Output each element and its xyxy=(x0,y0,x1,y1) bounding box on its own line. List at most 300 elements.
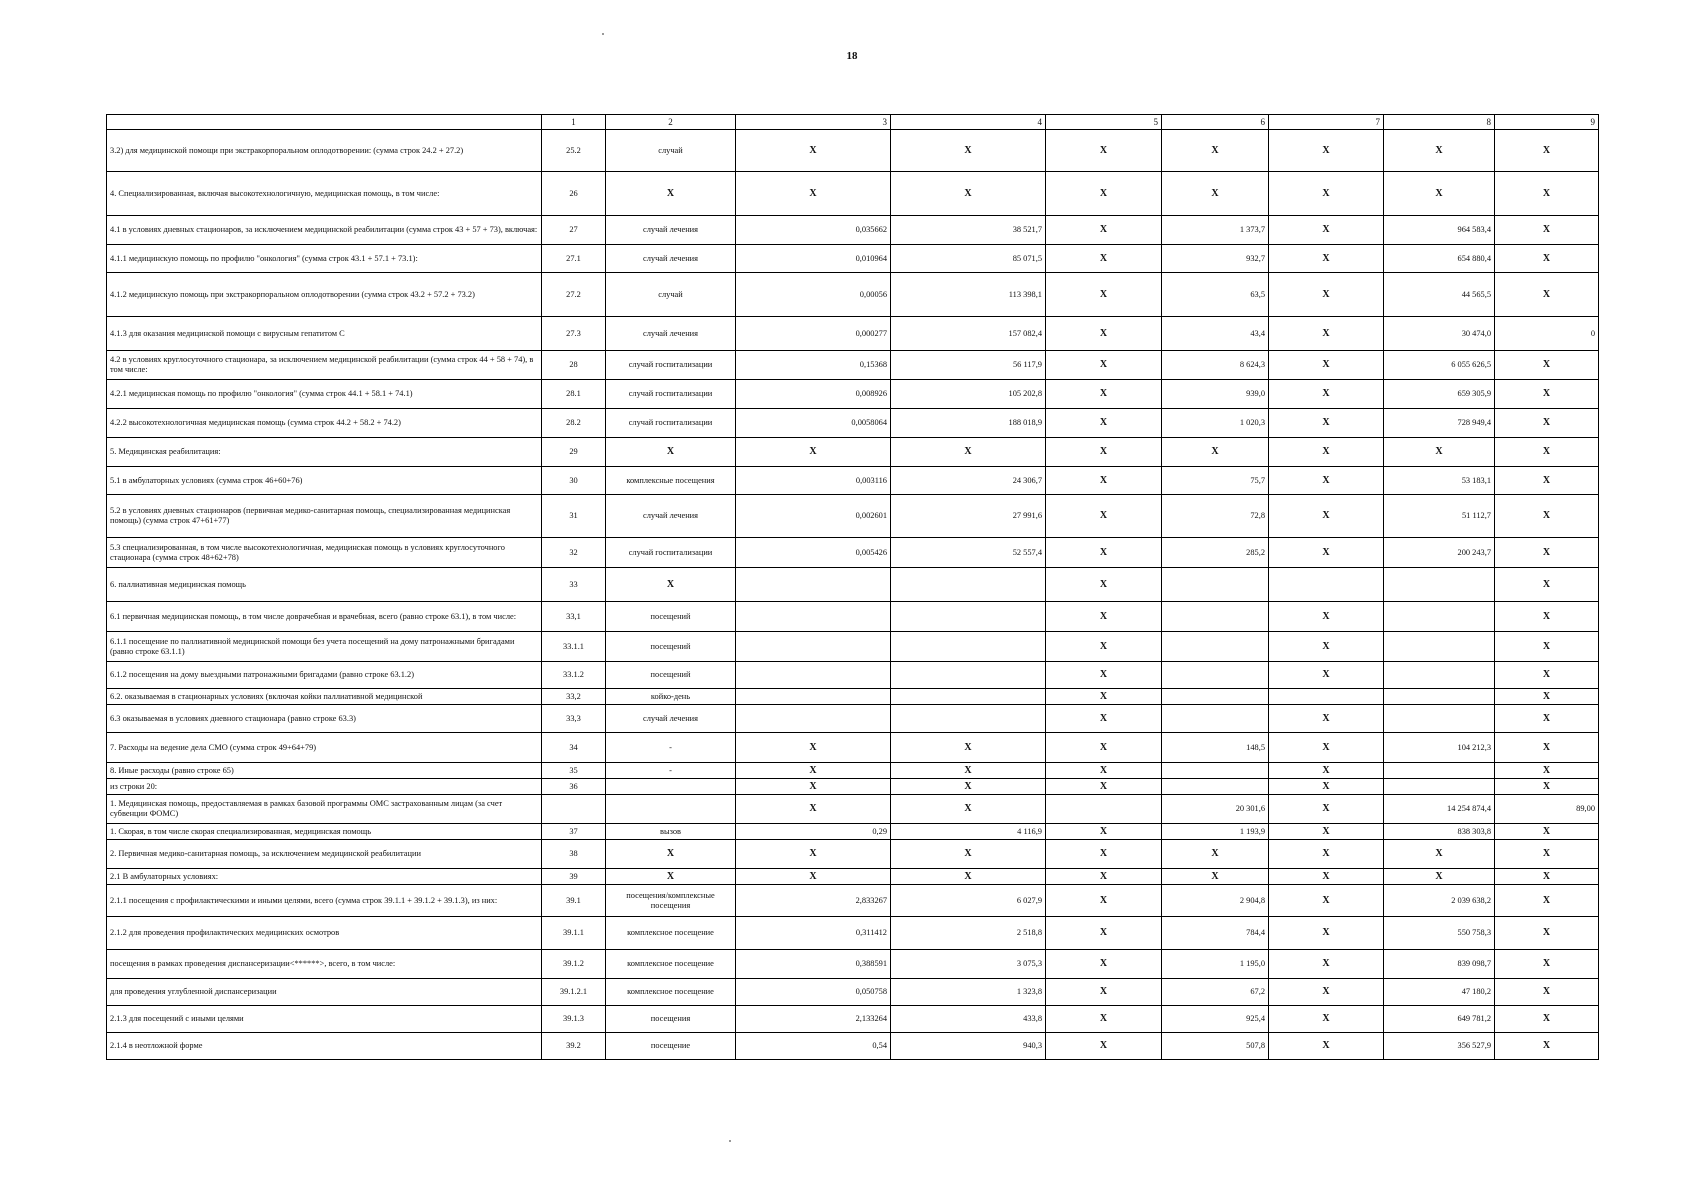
row-code-cell: 28.2 xyxy=(542,409,606,438)
col-7-cell xyxy=(1269,568,1384,602)
row-code-cell: 29 xyxy=(542,438,606,467)
row-code-cell: 39.1.2.1 xyxy=(542,979,606,1006)
row-code-cell: 26 xyxy=(542,172,606,216)
col-4-cell: 2 518,8 xyxy=(891,917,1046,950)
table-row xyxy=(107,602,1599,632)
col-3-cell xyxy=(736,662,891,689)
col-3-cell: 0,010964 xyxy=(736,245,891,273)
col-7-cell: X xyxy=(1269,662,1384,689)
row-code-cell: 27.2 xyxy=(542,273,606,317)
col-6-cell xyxy=(1162,662,1269,689)
row-name-cell: из строки 20: xyxy=(107,779,542,795)
col-5-cell: X xyxy=(1046,130,1162,172)
col-5-cell: X xyxy=(1046,1006,1162,1033)
row-name-cell: 1. Скорая, в том числе скорая специализированная, медицинская помощь xyxy=(107,824,542,840)
col-5-cell: X xyxy=(1046,568,1162,602)
col-9-cell: X xyxy=(1495,216,1599,245)
col-4-cell: X xyxy=(891,763,1046,779)
col-8-cell: 30 474,0 xyxy=(1384,317,1495,351)
col-6-cell: X xyxy=(1162,840,1269,869)
col-9-cell: X xyxy=(1495,602,1599,632)
col-7-cell: X xyxy=(1269,917,1384,950)
table-row xyxy=(107,632,1599,662)
col-8-cell xyxy=(1384,779,1495,795)
col-3-cell: 0,002601 xyxy=(736,495,891,538)
col-6-cell: X xyxy=(1162,438,1269,467)
col-8-cell: 53 183,1 xyxy=(1384,467,1495,495)
col-8-cell: 14 254 874,4 xyxy=(1384,795,1495,824)
col-9-cell: X xyxy=(1495,917,1599,950)
col-3-cell: X xyxy=(736,733,891,763)
table-row xyxy=(107,495,1599,538)
col-5-cell: X xyxy=(1046,317,1162,351)
col-8-cell: 47 180,2 xyxy=(1384,979,1495,1006)
row-name-cell: 4.1.2 медицинскую помощь при экстракорпоральном оплодотворении (сумма строк 43.2 + 57.2 + 73.2) xyxy=(107,273,542,317)
column-header: 8 xyxy=(1384,115,1495,130)
col-3-cell: X xyxy=(736,795,891,824)
col-4-cell: X xyxy=(891,869,1046,885)
col-5-cell: X xyxy=(1046,409,1162,438)
row-code-cell: 39.1.2 xyxy=(542,950,606,979)
col-5-cell: X xyxy=(1046,1033,1162,1060)
row-name-cell: 7. Расходы на ведение дела СМО (сумма строк 49+64+79) xyxy=(107,733,542,763)
col-3-cell: 0,000277 xyxy=(736,317,891,351)
col-8-cell: X xyxy=(1384,172,1495,216)
col-5-cell: X xyxy=(1046,824,1162,840)
col-6-cell: 1 193,9 xyxy=(1162,824,1269,840)
unit-cell: комплексное посещение xyxy=(606,917,736,950)
col-7-cell: X xyxy=(1269,950,1384,979)
col-9-cell: X xyxy=(1495,172,1599,216)
col-4-cell: X xyxy=(891,779,1046,795)
col-9-cell: X xyxy=(1495,705,1599,733)
unit-cell: вызов xyxy=(606,824,736,840)
row-name-cell: 5.2 в условиях дневных стационаров (первичная медико-санитарная помощь, специализированная медицинская помощь) (сумма строк 47+61+77) xyxy=(107,495,542,538)
col-4-cell: 4 116,9 xyxy=(891,824,1046,840)
col-6-cell: 8 624,3 xyxy=(1162,351,1269,380)
unit-cell: случай госпитализации xyxy=(606,409,736,438)
col-8-cell: 659 305,9 xyxy=(1384,380,1495,409)
col-7-cell: X xyxy=(1269,733,1384,763)
col-3-cell: 0,0058064 xyxy=(736,409,891,438)
table-row xyxy=(107,705,1599,733)
col-6-cell: 75,7 xyxy=(1162,467,1269,495)
col-9-cell: X xyxy=(1495,840,1599,869)
row-name-cell: 2. Первичная медико-санитарная помощь, за исключением медицинской реабилитации xyxy=(107,840,542,869)
row-code-cell: 39.2 xyxy=(542,1033,606,1060)
col-3-cell: 0,388591 xyxy=(736,950,891,979)
unit-cell: случай госпитализации xyxy=(606,538,736,568)
col-4-cell: 3 075,3 xyxy=(891,950,1046,979)
col-9-cell: X xyxy=(1495,568,1599,602)
col-7-cell: X xyxy=(1269,409,1384,438)
row-code-cell: 25.2 xyxy=(542,130,606,172)
col-8-cell: 550 758,3 xyxy=(1384,917,1495,950)
row-code-cell: 27.1 xyxy=(542,245,606,273)
col-6-cell xyxy=(1162,632,1269,662)
table-row xyxy=(107,733,1599,763)
col-5-cell: X xyxy=(1046,602,1162,632)
col-3-cell: 0,008926 xyxy=(736,380,891,409)
row-code-cell: 37 xyxy=(542,824,606,840)
col-6-cell xyxy=(1162,602,1269,632)
col-4-cell: 157 082,4 xyxy=(891,317,1046,351)
col-5-cell: X xyxy=(1046,779,1162,795)
col-7-cell: X xyxy=(1269,602,1384,632)
row-name-cell: 6.3 оказываемая в условиях дневного стационара (равно строке 63.3) xyxy=(107,705,542,733)
row-code-cell: 27 xyxy=(542,216,606,245)
col-8-cell: 649 781,2 xyxy=(1384,1006,1495,1033)
unit-cell: случай xyxy=(606,273,736,317)
unit-cell: случай лечения xyxy=(606,216,736,245)
col-7-cell: X xyxy=(1269,840,1384,869)
unit-cell: X xyxy=(606,840,736,869)
col-6-cell: 2 904,8 xyxy=(1162,885,1269,917)
col-9-cell: X xyxy=(1495,689,1599,705)
col-8-cell xyxy=(1384,763,1495,779)
unit-cell: посещений xyxy=(606,662,736,689)
unit-cell: койко-день xyxy=(606,689,736,705)
row-name-cell: 6.1 первичная медицинская помощь, в том числе доврачебная и врачебная, всего (равно строке 63.1), в том числе: xyxy=(107,602,542,632)
row-name-cell: 8. Иные расходы (равно строке 65) xyxy=(107,763,542,779)
table-row xyxy=(107,689,1599,705)
table-row xyxy=(107,409,1599,438)
column-header: 7 xyxy=(1269,115,1384,130)
col-7-cell: X xyxy=(1269,172,1384,216)
col-9-cell: X xyxy=(1495,1033,1599,1060)
column-header: 9 xyxy=(1495,115,1599,130)
col-6-cell: 285,2 xyxy=(1162,538,1269,568)
column-header: 4 xyxy=(891,115,1046,130)
col-4-cell xyxy=(891,568,1046,602)
row-code-cell: 36 xyxy=(542,779,606,795)
col-5-cell: X xyxy=(1046,467,1162,495)
table-row xyxy=(107,869,1599,885)
col-4-cell: 38 521,7 xyxy=(891,216,1046,245)
row-name-cell: 6. паллиативная медицинская помощь xyxy=(107,568,542,602)
table-row xyxy=(107,273,1599,317)
col-8-cell: 104 212,3 xyxy=(1384,733,1495,763)
col-3-cell: 0,15368 xyxy=(736,351,891,380)
col-8-cell: 356 527,9 xyxy=(1384,1033,1495,1060)
row-code-cell: 33,2 xyxy=(542,689,606,705)
table-row xyxy=(107,840,1599,869)
unit-cell: посещения/комплексные посещения xyxy=(606,885,736,917)
col-6-cell: X xyxy=(1162,869,1269,885)
col-7-cell: X xyxy=(1269,1033,1384,1060)
unit-cell: случай лечения xyxy=(606,495,736,538)
col-7-cell: X xyxy=(1269,216,1384,245)
scan-speck xyxy=(729,1140,731,1142)
column-header: 1 xyxy=(542,115,606,130)
row-name-cell: 4.2 в условиях круглосуточного стационара, за исключением медицинской реабилитации (сумма строк 44 + 58 + 74), в том числе: xyxy=(107,351,542,380)
col-4-cell: 188 018,9 xyxy=(891,409,1046,438)
column-header: 2 xyxy=(606,115,736,130)
col-7-cell: X xyxy=(1269,351,1384,380)
table-row xyxy=(107,824,1599,840)
col-6-cell: 939,0 xyxy=(1162,380,1269,409)
row-name-cell: 2.1.2 для проведения профилактических медицинских осмотров xyxy=(107,917,542,950)
col-4-cell: 56 117,9 xyxy=(891,351,1046,380)
col-7-cell: X xyxy=(1269,317,1384,351)
col-4-cell: 24 306,7 xyxy=(891,467,1046,495)
column-header: 6 xyxy=(1162,115,1269,130)
table-row xyxy=(107,380,1599,409)
row-name-cell: 5.3 специализированная, в том числе высокотехнологичная, медицинская помощь в условиях круглосуточного стационара (сумма строк 48+62+78) xyxy=(107,538,542,568)
row-name-cell: 2.1.1 посещения с профилактическими и иными целями, всего (сумма строк 39.1.1 + 39.1.2 + 39.1.3), из них: xyxy=(107,885,542,917)
col-7-cell xyxy=(1269,689,1384,705)
table-row xyxy=(107,763,1599,779)
table-row xyxy=(107,317,1599,351)
col-4-cell: 27 991,6 xyxy=(891,495,1046,538)
col-5-cell: X xyxy=(1046,438,1162,467)
col-4-cell: 52 557,4 xyxy=(891,538,1046,568)
col-5-cell: X xyxy=(1046,632,1162,662)
row-code-cell: 30 xyxy=(542,467,606,495)
col-7-cell: X xyxy=(1269,795,1384,824)
col-3-cell xyxy=(736,568,891,602)
unit-cell xyxy=(606,795,736,824)
col-9-cell: X xyxy=(1495,779,1599,795)
unit-cell: - xyxy=(606,733,736,763)
col-9-cell: X xyxy=(1495,467,1599,495)
col-7-cell: X xyxy=(1269,438,1384,467)
col-6-cell: 925,4 xyxy=(1162,1006,1269,1033)
table-row xyxy=(107,779,1599,795)
table-row xyxy=(107,795,1599,824)
col-7-cell: X xyxy=(1269,1006,1384,1033)
col-8-cell xyxy=(1384,689,1495,705)
row-name-cell: 3.2) для медицинской помощи при экстракорпоральном оплодотворении: (сумма строк 24.2 + 27.2) xyxy=(107,130,542,172)
table-row xyxy=(107,216,1599,245)
col-3-cell xyxy=(736,689,891,705)
col-9-cell: X xyxy=(1495,869,1599,885)
col-6-cell: 72,8 xyxy=(1162,495,1269,538)
table-row xyxy=(107,885,1599,917)
col-8-cell xyxy=(1384,602,1495,632)
table-row xyxy=(107,245,1599,273)
unit-cell: посещений xyxy=(606,632,736,662)
row-name-cell: 6.1.1 посещение по паллиативной медицинской помощи без учета посещений на дому патронажными бригадами (равно строке 63.1.1) xyxy=(107,632,542,662)
col-3-cell: 0,003116 xyxy=(736,467,891,495)
col-3-cell: 2,133264 xyxy=(736,1006,891,1033)
col-6-cell: 1 195,0 xyxy=(1162,950,1269,979)
unit-cell xyxy=(606,779,736,795)
col-9-cell: X xyxy=(1495,824,1599,840)
row-name-cell: 4. Специализированная, включая высокотехнологичную, медицинская помощь, в том числе: xyxy=(107,172,542,216)
row-name-cell: 4.1 в условиях дневных стационаров, за исключением медицинской реабилитации (сумма строк 43 + 57 + 73), включая: xyxy=(107,216,542,245)
row-name-cell: 6.1.2 посещения на дому выездными патронажными бригадами (равно строке 63.1.2) xyxy=(107,662,542,689)
row-code-cell: 33.1.1 xyxy=(542,632,606,662)
col-5-cell: X xyxy=(1046,538,1162,568)
col-5-cell: X xyxy=(1046,917,1162,950)
row-name-cell: 2.1.3 для посещений с иными целями xyxy=(107,1006,542,1033)
row-code-cell: 39 xyxy=(542,869,606,885)
col-4-cell: 105 202,8 xyxy=(891,380,1046,409)
unit-cell: X xyxy=(606,438,736,467)
col-7-cell: X xyxy=(1269,824,1384,840)
unit-cell: посещение xyxy=(606,1033,736,1060)
unit-cell: X xyxy=(606,568,736,602)
col-8-cell: X xyxy=(1384,130,1495,172)
row-code-cell: 31 xyxy=(542,495,606,538)
col-4-cell: X xyxy=(891,795,1046,824)
row-name-cell: 5. Медицинская реабилитация: xyxy=(107,438,542,467)
col-4-cell: 113 398,1 xyxy=(891,273,1046,317)
col-5-cell: X xyxy=(1046,172,1162,216)
col-7-cell: X xyxy=(1269,495,1384,538)
col-3-cell: X xyxy=(736,779,891,795)
col-6-cell: 1 020,3 xyxy=(1162,409,1269,438)
col-8-cell: 2 039 638,2 xyxy=(1384,885,1495,917)
column-header: 5 xyxy=(1046,115,1162,130)
col-3-cell: X xyxy=(736,763,891,779)
col-7-cell: X xyxy=(1269,779,1384,795)
col-7-cell: X xyxy=(1269,380,1384,409)
col-8-cell: X xyxy=(1384,869,1495,885)
col-8-cell: 200 243,7 xyxy=(1384,538,1495,568)
table-row xyxy=(107,1033,1599,1060)
col-5-cell: X xyxy=(1046,245,1162,273)
col-3-cell: X xyxy=(736,869,891,885)
unit-cell: случай xyxy=(606,130,736,172)
col-4-cell: 940,3 xyxy=(891,1033,1046,1060)
row-name-cell: 4.2.1 медицинская помощь по профилю "онкология" (сумма строк 44.1 + 58.1 + 74.1) xyxy=(107,380,542,409)
col-6-cell xyxy=(1162,779,1269,795)
col-6-cell: 20 301,6 xyxy=(1162,795,1269,824)
unit-cell: случай лечения xyxy=(606,705,736,733)
col-5-cell: X xyxy=(1046,351,1162,380)
col-9-cell: 0 xyxy=(1495,317,1599,351)
unit-cell: случай лечения xyxy=(606,317,736,351)
row-code-cell: 39.1.1 xyxy=(542,917,606,950)
col-6-cell xyxy=(1162,568,1269,602)
col-9-cell: X xyxy=(1495,979,1599,1006)
page-number: 18 xyxy=(846,50,858,62)
unit-cell: комплексные посещения xyxy=(606,467,736,495)
col-7-cell: X xyxy=(1269,763,1384,779)
col-6-cell xyxy=(1162,705,1269,733)
column-header: 3 xyxy=(736,115,891,130)
row-code-cell: 39.1.3 xyxy=(542,1006,606,1033)
col-3-cell: X xyxy=(736,130,891,172)
col-4-cell xyxy=(891,662,1046,689)
row-name-cell: 5.1 в амбулаторных условиях (сумма строк 46+60+76) xyxy=(107,467,542,495)
row-code-cell: 33.1.2 xyxy=(542,662,606,689)
col-4-cell xyxy=(891,689,1046,705)
col-5-cell: X xyxy=(1046,380,1162,409)
col-9-cell: X xyxy=(1495,885,1599,917)
col-4-cell xyxy=(891,705,1046,733)
col-8-cell: 838 303,8 xyxy=(1384,824,1495,840)
col-8-cell: X xyxy=(1384,840,1495,869)
col-5-cell: X xyxy=(1046,705,1162,733)
table-row xyxy=(107,351,1599,380)
row-code-cell: 33 xyxy=(542,568,606,602)
unit-cell: X xyxy=(606,869,736,885)
table-row xyxy=(107,1006,1599,1033)
col-8-cell: X xyxy=(1384,438,1495,467)
row-name-cell: 4.2.2 высокотехнологичная медицинская помощь (сумма строк 44.2 + 58.2 + 74.2) xyxy=(107,409,542,438)
row-code-cell: 32 xyxy=(542,538,606,568)
col-9-cell: 89,00 xyxy=(1495,795,1599,824)
col-3-cell: 0,54 xyxy=(736,1033,891,1060)
col-4-cell: 1 323,8 xyxy=(891,979,1046,1006)
col-9-cell: X xyxy=(1495,1006,1599,1033)
col-7-cell: X xyxy=(1269,705,1384,733)
col-5-cell: X xyxy=(1046,689,1162,705)
col-4-cell: X xyxy=(891,438,1046,467)
table-row xyxy=(107,662,1599,689)
col-6-cell: 43,4 xyxy=(1162,317,1269,351)
row-code-cell: 33,1 xyxy=(542,602,606,632)
row-code-cell: 39.1 xyxy=(542,885,606,917)
col-9-cell: X xyxy=(1495,632,1599,662)
col-6-cell: X xyxy=(1162,130,1269,172)
unit-cell: X xyxy=(606,172,736,216)
col-9-cell: X xyxy=(1495,130,1599,172)
col-8-cell xyxy=(1384,632,1495,662)
col-5-cell: X xyxy=(1046,950,1162,979)
scan-speck xyxy=(602,33,604,35)
unit-cell: комплексное посещение xyxy=(606,979,736,1006)
col-6-cell: 148,5 xyxy=(1162,733,1269,763)
col-7-cell: X xyxy=(1269,245,1384,273)
col-3-cell: 0,050758 xyxy=(736,979,891,1006)
row-name-cell: 6.2. оказываемая в стационарных условиях (включая койки паллиативной медицинской xyxy=(107,689,542,705)
col-4-cell: X xyxy=(891,172,1046,216)
col-4-cell xyxy=(891,632,1046,662)
row-code-cell: 33,3 xyxy=(542,705,606,733)
col-3-cell: 0,00056 xyxy=(736,273,891,317)
row-name-cell: 4.1.1 медицинскую помощь по профилю "онкология" (сумма строк 43.1 + 57.1 + 73.1): xyxy=(107,245,542,273)
col-9-cell: X xyxy=(1495,438,1599,467)
row-code-cell: 28 xyxy=(542,351,606,380)
col-7-cell: X xyxy=(1269,273,1384,317)
unit-cell: случай госпитализации xyxy=(606,351,736,380)
table-row xyxy=(107,438,1599,467)
col-4-cell: X xyxy=(891,130,1046,172)
col-9-cell: X xyxy=(1495,495,1599,538)
col-8-cell: 839 098,7 xyxy=(1384,950,1495,979)
col-9-cell: X xyxy=(1495,733,1599,763)
col-4-cell: X xyxy=(891,840,1046,869)
col-8-cell: 6 055 626,5 xyxy=(1384,351,1495,380)
col-7-cell: X xyxy=(1269,538,1384,568)
data-table-container xyxy=(106,114,1599,1060)
col-9-cell: X xyxy=(1495,380,1599,409)
col-8-cell: 654 880,4 xyxy=(1384,245,1495,273)
col-5-cell: X xyxy=(1046,495,1162,538)
col-6-cell xyxy=(1162,763,1269,779)
col-5-cell: X xyxy=(1046,763,1162,779)
header-row xyxy=(107,115,1599,130)
col-3-cell: 2,833267 xyxy=(736,885,891,917)
col-3-cell: 0,29 xyxy=(736,824,891,840)
col-8-cell xyxy=(1384,568,1495,602)
col-5-cell: X xyxy=(1046,273,1162,317)
col-7-cell: X xyxy=(1269,885,1384,917)
col-7-cell: X xyxy=(1269,632,1384,662)
col-6-cell: 784,4 xyxy=(1162,917,1269,950)
row-code-cell: 34 xyxy=(542,733,606,763)
row-code-cell: 38 xyxy=(542,840,606,869)
col-4-cell: 6 027,9 xyxy=(891,885,1046,917)
col-5-cell: X xyxy=(1046,216,1162,245)
table-row xyxy=(107,568,1599,602)
col-9-cell: X xyxy=(1495,245,1599,273)
col-3-cell: 0,005426 xyxy=(736,538,891,568)
